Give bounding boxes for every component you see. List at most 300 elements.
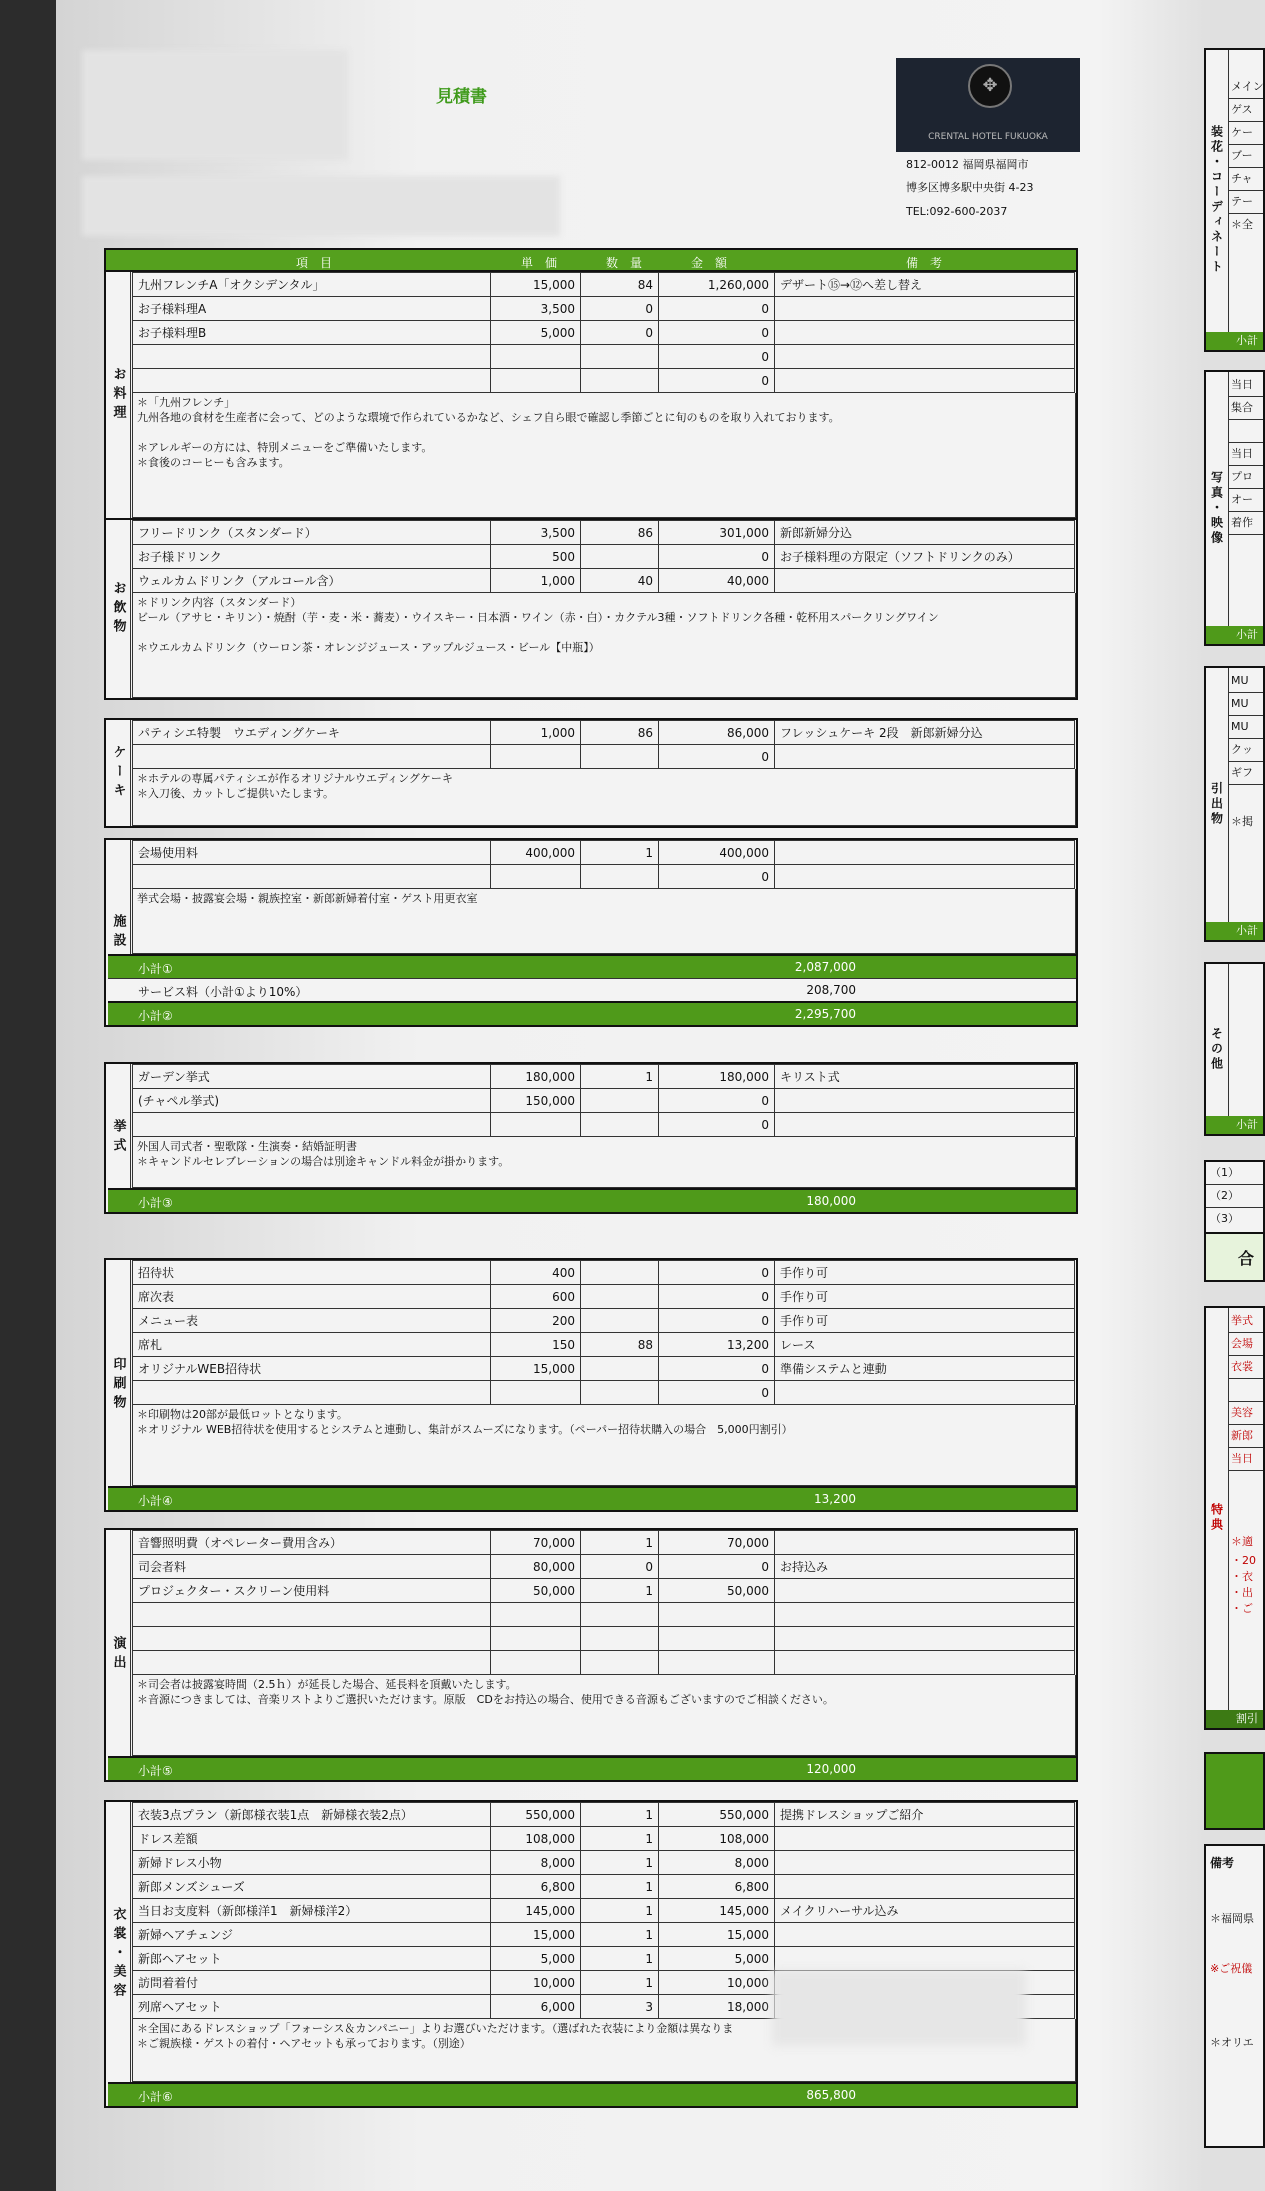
table-row xyxy=(133,745,1075,769)
table-row xyxy=(133,1803,1075,1827)
gift-note: ＊掲 xyxy=(1231,815,1253,828)
subtotal-row xyxy=(108,1188,1076,1212)
section-note xyxy=(132,1675,1076,1756)
remarks-cell xyxy=(775,1603,1075,1627)
remarks-line: ※ご祝儀 xyxy=(1210,1962,1253,1975)
gift-item: クッ xyxy=(1228,739,1263,762)
address-line: 博多区博多駅中央街 4-23 xyxy=(906,181,1034,194)
line-items-table xyxy=(132,840,1075,889)
note-line: 九州各地の食材を生産者に会って、どのような環境で作られているかなど、シェフ自ら眼で確認し季節ごとに旬のものを取り入れております。 xyxy=(137,411,840,424)
item-cell: オリジナルWEB招待状 xyxy=(133,1357,491,1381)
table-row xyxy=(133,1947,1075,1971)
section-4 xyxy=(104,1062,1078,1214)
unit-price-cell: 600 xyxy=(491,1285,581,1309)
unit-price-cell: 3,500 xyxy=(491,297,581,321)
unit-price-cell: 1,000 xyxy=(491,569,581,593)
unit-price-cell: 70,000 xyxy=(491,1531,581,1555)
remarks-line: ＊福岡県 xyxy=(1210,1912,1254,1925)
item-cell xyxy=(133,369,491,393)
unit-price-cell xyxy=(491,865,581,889)
remarks-cell: 手作り可 xyxy=(775,1261,1075,1285)
qty-cell xyxy=(581,1357,659,1381)
decor-item: ブー xyxy=(1228,145,1263,168)
qty-cell xyxy=(581,1089,659,1113)
table-row xyxy=(133,1089,1075,1113)
qty-cell: 1 xyxy=(581,841,659,865)
item-cell: ガーデン挙式 xyxy=(133,1065,491,1089)
amount-cell xyxy=(659,1651,775,1675)
unit-price-cell xyxy=(491,1381,581,1405)
unit-price-cell xyxy=(491,1603,581,1627)
table-row xyxy=(133,1851,1075,1875)
photo-item: 着作 xyxy=(1228,512,1263,535)
unit-price-cell: 500 xyxy=(491,545,581,569)
table-row xyxy=(133,1603,1075,1627)
decor-item: ケー xyxy=(1228,122,1263,145)
unit-price-cell: 200 xyxy=(491,1309,581,1333)
decor-panel xyxy=(1204,48,1265,352)
unit-price-cell: 8,000 xyxy=(491,1851,581,1875)
section-label-text: お飲物 xyxy=(110,580,126,638)
remarks-cell xyxy=(775,321,1075,345)
amount-cell: 0 xyxy=(659,321,775,345)
note-line: ＊ドリンク内容（スタンダード） xyxy=(137,596,302,609)
subtotal-label: 小計⑤ xyxy=(138,1764,173,1778)
qty-cell: 40 xyxy=(581,569,659,593)
section-label xyxy=(106,720,131,826)
special-note: ・出 xyxy=(1231,1586,1253,1599)
remarks-cell: 手作り可 xyxy=(775,1285,1075,1309)
table-header xyxy=(104,248,1078,272)
gift-item: MU xyxy=(1228,693,1263,716)
table-row xyxy=(133,1065,1075,1089)
photo-item xyxy=(1228,420,1263,443)
gift-item: MU xyxy=(1228,670,1263,693)
summary-item: （2） xyxy=(1206,1185,1263,1208)
unit-price-cell: 145,000 xyxy=(491,1899,581,1923)
note-line: ＊ご親族様・ゲストの着付・ヘアセットも承っております。（別途） xyxy=(137,2037,471,2050)
amount-cell: 0 xyxy=(659,345,775,369)
summary-item: （1） xyxy=(1206,1162,1263,1185)
special-note: ・衣 xyxy=(1231,1570,1253,1583)
qty-cell: 1 xyxy=(581,1803,659,1827)
amount-cell: 5,000 xyxy=(659,1947,775,1971)
item-cell: (チャペル挙式) xyxy=(133,1089,491,1113)
item-cell: 列席ヘアセット xyxy=(133,1995,491,2019)
remarks-cell: レース xyxy=(775,1333,1075,1357)
qty-cell: 1 xyxy=(581,1899,659,1923)
note-line: ＊印刷物は20部が最低ロットとなります。 xyxy=(137,1408,348,1421)
section-label xyxy=(106,520,131,698)
table-row xyxy=(133,369,1075,393)
unit-price-cell: 80,000 xyxy=(491,1555,581,1579)
phone-line: TEL:092-600-2037 xyxy=(906,205,1008,218)
item-cell: 新婦ドレス小物 xyxy=(133,1851,491,1875)
header-unit: 単 価 xyxy=(521,256,558,270)
qty-cell xyxy=(581,369,659,393)
header-item: 項 目 xyxy=(296,256,333,270)
remarks-cell xyxy=(775,297,1075,321)
summary-list xyxy=(1204,1160,1265,1234)
item-cell xyxy=(133,345,491,369)
remarks-label: 備考 xyxy=(1210,1856,1235,1870)
decor-item: ゲス xyxy=(1228,99,1263,122)
qty-cell xyxy=(581,865,659,889)
item-cell xyxy=(133,865,491,889)
note-line: ＊音源につきましては、音楽リストよりご選択いただけます。原版 CDをお持込の場合、使用できる音源もございますのでご相談ください。 xyxy=(137,1693,834,1706)
table-row xyxy=(133,569,1075,593)
remarks-cell: メイクリハーサル込み xyxy=(775,1899,1075,1923)
remarks-cell: お子様料理の方限定（ソフトドリンクのみ） xyxy=(775,545,1075,569)
note-line: ＊「九州フレンチ」 xyxy=(137,396,236,409)
line-items-table xyxy=(132,272,1075,393)
gift-item: MU xyxy=(1228,716,1263,739)
gift-subtotal: 小計 xyxy=(1206,922,1263,940)
amount-cell: 180,000 xyxy=(659,1065,775,1089)
photo-item: 当日 xyxy=(1228,443,1263,466)
note-line: ＊全国にあるドレスショップ「フォーシス＆カンパニー」よりお選びいただけます。（選ばれた衣装により金額は異なりま xyxy=(137,2022,734,2035)
service-charge-row xyxy=(108,978,1076,1001)
special-item: 新郎 xyxy=(1228,1425,1263,1448)
qty-cell: 1 xyxy=(581,1531,659,1555)
qty-cell: 84 xyxy=(581,273,659,297)
section-label-text: 衣裳・美容 xyxy=(110,1906,126,2002)
grand-total-label: 合 xyxy=(1238,1249,1255,1268)
table-row xyxy=(133,1381,1075,1405)
item-cell: お子様料理B xyxy=(133,321,491,345)
note-line: 挙式会場・披露宴会場・親族控室・新郎新婦着付室・ゲスト用更衣室 xyxy=(137,892,478,905)
special-item: 当日 xyxy=(1228,1448,1263,1471)
subtotal-row xyxy=(108,2082,1076,2106)
qty-cell: 1 xyxy=(581,1065,659,1089)
table-row xyxy=(133,1333,1075,1357)
item-cell: 司会者料 xyxy=(133,1555,491,1579)
special-item: 会場 xyxy=(1228,1333,1263,1356)
amount-cell: 0 xyxy=(659,1357,775,1381)
address-line: 812-0012 福岡県福岡市 xyxy=(906,158,1029,171)
amount-cell: 40,000 xyxy=(659,569,775,593)
decor-item: メイン xyxy=(1228,76,1263,99)
item-cell xyxy=(133,745,491,769)
special-label: 特典 xyxy=(1209,1503,1224,1533)
subtotal-row xyxy=(108,1486,1076,1510)
amount-cell: 50,000 xyxy=(659,1579,775,1603)
note-line: ＊ウエルカムドリンク（ウーロン茶・オレンジジュース・アップルジュース・ビール【中瓶】） xyxy=(137,641,600,654)
remarks-cell xyxy=(775,1531,1075,1555)
special-note: ＊適 xyxy=(1231,1535,1253,1548)
item-cell: 席札 xyxy=(133,1333,491,1357)
amount-cell: 10,000 xyxy=(659,1971,775,1995)
subtotal-amount: 2,087,000 xyxy=(794,960,856,974)
table-row xyxy=(133,1627,1075,1651)
photo-item: 当日 xyxy=(1228,374,1263,397)
remarks-cell xyxy=(775,1651,1075,1675)
remarks-cell: 新郎新婦分込 xyxy=(775,521,1075,545)
table-row xyxy=(133,1651,1075,1675)
qty-cell: 88 xyxy=(581,1333,659,1357)
item-cell: フリードリンク（スタンダード） xyxy=(133,521,491,545)
other-subtotal: 小計 xyxy=(1206,1116,1263,1134)
remarks-cell xyxy=(775,1923,1075,1947)
section-5 xyxy=(104,1258,1078,1512)
amount-cell: 0 xyxy=(659,1113,775,1137)
amount-cell: 18,000 xyxy=(659,1995,775,2019)
decor-subtotal: 小計 xyxy=(1206,332,1263,350)
section-note xyxy=(132,393,1076,518)
quote-page xyxy=(56,0,1264,2191)
table-row xyxy=(133,1285,1075,1309)
unit-price-cell: 180,000 xyxy=(491,1065,581,1089)
item-cell: 九州フレンチA「オクシデンタル」 xyxy=(133,273,491,297)
amount-cell: 6,800 xyxy=(659,1875,775,1899)
unit-price-cell: 15,000 xyxy=(491,273,581,297)
note-line: ＊入刀後、カットしご提供いたします。 xyxy=(137,787,335,800)
remarks-cell xyxy=(775,1089,1075,1113)
amount-cell: 400,000 xyxy=(659,841,775,865)
special-item: 衣裳 xyxy=(1228,1356,1263,1379)
amount-cell: 0 xyxy=(659,1285,775,1309)
net-total-bar xyxy=(1204,1752,1265,1830)
section-label xyxy=(106,1802,131,2106)
qty-cell: 1 xyxy=(581,1827,659,1851)
item-cell xyxy=(133,1381,491,1405)
note-line: ＊オリジナル WEB招待状を使用するとシステムと連動し、集計がスムーズになります。（ペーパー招待状購入の場合 5,000円割引） xyxy=(137,1423,793,1436)
table-row xyxy=(133,1555,1075,1579)
item-cell xyxy=(133,1627,491,1651)
section-note xyxy=(132,593,1076,698)
remarks-line: ＊オリエ xyxy=(1210,2036,1254,2049)
header-qty: 数 量 xyxy=(606,256,643,270)
header-remarks: 備 考 xyxy=(906,256,943,270)
photo-label: 写真・映像 xyxy=(1209,470,1224,546)
table-row xyxy=(133,721,1075,745)
amount-cell xyxy=(659,1627,775,1651)
item-cell: 訪問着着付 xyxy=(133,1971,491,1995)
line-items-table xyxy=(132,520,1075,593)
remarks-cell: 準備システムと連動 xyxy=(775,1357,1075,1381)
section-label-text: 挙式 xyxy=(110,1119,126,1157)
section-3 xyxy=(104,838,1078,1027)
qty-cell: 0 xyxy=(581,321,659,345)
section-label xyxy=(106,1260,131,1510)
subtotal-label: 小計⑥ xyxy=(138,2090,173,2104)
unit-price-cell: 150,000 xyxy=(491,1089,581,1113)
amount-cell: 0 xyxy=(659,1089,775,1113)
item-cell: 新郎メンズシューズ xyxy=(133,1875,491,1899)
special-panel xyxy=(1204,1306,1265,1730)
remarks-cell xyxy=(775,1827,1075,1851)
note-line: ビール（アサヒ・キリン）・焼酎（芋・麦・米・蕎麦）・ウイスキー・日本酒・ワイン（赤・白）・カクテル3種・ソフトドリンク各種・乾杯用スパークリングワイン xyxy=(137,611,939,624)
table-row xyxy=(133,345,1075,369)
other-panel xyxy=(1204,962,1265,1136)
table-row xyxy=(133,273,1075,297)
note-line: ＊食後のコーヒーも含みます。 xyxy=(137,456,290,469)
qty-cell: 1 xyxy=(581,1923,659,1947)
note-line: ＊ホテルの専属パティシエが作るオリジナルウエディングケーキ xyxy=(137,772,453,785)
gift-panel xyxy=(1204,666,1265,942)
amount-cell: 145,000 xyxy=(659,1899,775,1923)
note-line xyxy=(137,425,1071,440)
remarks-cell xyxy=(775,1627,1075,1651)
qty-cell: 0 xyxy=(581,1555,659,1579)
section-0 xyxy=(104,270,1078,520)
photo-subtotal: 小計 xyxy=(1206,626,1263,644)
section-note xyxy=(132,889,1076,954)
section-6 xyxy=(104,1528,1078,1782)
qty-cell: 86 xyxy=(581,521,659,545)
other-label: その他 xyxy=(1209,1026,1224,1072)
subtotal-row xyxy=(108,1756,1076,1780)
document-title: 見積書 xyxy=(436,87,487,107)
unit-price-cell: 5,000 xyxy=(491,1947,581,1971)
section-note xyxy=(132,1405,1076,1486)
item-cell: 当日お支度料（新郎様洋1 新婦様洋2） xyxy=(133,1899,491,1923)
table-row xyxy=(133,1261,1075,1285)
unit-price-cell: 15,000 xyxy=(491,1923,581,1947)
table-row xyxy=(133,1923,1075,1947)
subtotal-label: 小計① xyxy=(138,962,173,976)
qty-cell xyxy=(581,1113,659,1137)
gift-label: 引出物 xyxy=(1209,781,1224,827)
photo-item: 集合 xyxy=(1228,397,1263,420)
qty-cell: 1 xyxy=(581,1875,659,1899)
unit-price-cell xyxy=(491,369,581,393)
table-row xyxy=(133,1579,1075,1603)
table-row xyxy=(133,865,1075,889)
amount-cell: 0 xyxy=(659,865,775,889)
subtotal-label: 小計② xyxy=(138,1009,173,1023)
table-row xyxy=(133,321,1075,345)
item-cell: ドレス差額 xyxy=(133,1827,491,1851)
qty-cell: 1 xyxy=(581,1851,659,1875)
unit-price-cell xyxy=(491,1651,581,1675)
logo-text: CRENTAL HOTEL FUKUOKA xyxy=(928,132,1048,142)
amount-cell: 0 xyxy=(659,1381,775,1405)
amount-cell: 0 xyxy=(659,369,775,393)
subtotal-amount: 865,800 xyxy=(806,2088,856,2102)
redacted-block xyxy=(82,50,348,160)
hotel-logo xyxy=(896,58,1080,152)
subtotal-label: 小計③ xyxy=(138,1196,173,1210)
qty-cell xyxy=(581,1309,659,1333)
unit-price-cell xyxy=(491,345,581,369)
unit-price-cell: 6,000 xyxy=(491,1995,581,2019)
remarks-cell xyxy=(775,369,1075,393)
amount-cell: 0 xyxy=(659,1309,775,1333)
subtotal-amount: 180,000 xyxy=(806,1194,856,1208)
qty-cell: 1 xyxy=(581,1947,659,1971)
qty-cell xyxy=(581,1261,659,1285)
unit-price-cell xyxy=(491,1627,581,1651)
note-line: ＊司会者は披露宴時間（2.5ｈ）が延長した場合、延長料を頂戴いたします。 xyxy=(137,1678,517,1691)
item-cell: お子様料理A xyxy=(133,297,491,321)
note-line xyxy=(137,625,1071,640)
section-label-text: 演出 xyxy=(110,1636,126,1674)
item-cell: 衣装3点プラン（新郎様衣装1点 新婦様衣装2点） xyxy=(133,1803,491,1827)
remarks-cell xyxy=(775,1875,1075,1899)
unit-price-cell xyxy=(491,745,581,769)
qty-cell xyxy=(581,1285,659,1309)
qty-cell xyxy=(581,345,659,369)
subtotal-row xyxy=(108,954,1076,978)
qty-cell xyxy=(581,1381,659,1405)
logo-emblem-icon: ✥ xyxy=(968,64,1012,108)
unit-price-cell: 5,000 xyxy=(491,321,581,345)
section-label-text: ケーキ xyxy=(110,744,126,802)
remarks-cell: 提携ドレスショップご紹介 xyxy=(775,1803,1075,1827)
unit-price-cell: 400 xyxy=(491,1261,581,1285)
section-2 xyxy=(104,718,1078,828)
amount-cell: 0 xyxy=(659,1555,775,1579)
qty-cell: 1 xyxy=(581,1579,659,1603)
unit-price-cell: 50,000 xyxy=(491,1579,581,1603)
item-cell: 招待状 xyxy=(133,1261,491,1285)
remarks-panel xyxy=(1204,1844,1265,2148)
item-cell: メニュー表 xyxy=(133,1309,491,1333)
amount-cell: 86,000 xyxy=(659,721,775,745)
remarks-cell xyxy=(775,569,1075,593)
special-note: ・20 xyxy=(1231,1554,1256,1567)
amount-cell: 1,260,000 xyxy=(659,273,775,297)
item-cell xyxy=(133,1651,491,1675)
section-label-text: 印刷物 xyxy=(110,1356,126,1414)
line-items-table xyxy=(132,720,1075,769)
remarks-cell: フレッシュケーキ 2段 新郎新婦分込 xyxy=(775,721,1075,745)
qty-cell xyxy=(581,545,659,569)
section-7 xyxy=(104,1800,1078,2108)
qty-cell: 3 xyxy=(581,1995,659,2019)
table-row xyxy=(133,1113,1075,1137)
remarks-cell xyxy=(775,865,1075,889)
header-amount: 金 額 xyxy=(691,256,728,270)
decor-item: テー xyxy=(1228,191,1263,214)
line-items-table xyxy=(132,1064,1075,1137)
item-cell: 新郎ヘアセット xyxy=(133,1947,491,1971)
amount-cell: 70,000 xyxy=(659,1531,775,1555)
unit-price-cell: 3,500 xyxy=(491,521,581,545)
item-cell: 新婦ヘアチェンジ xyxy=(133,1923,491,1947)
amount-cell: 0 xyxy=(659,545,775,569)
amount-cell: 0 xyxy=(659,745,775,769)
qty-cell: 1 xyxy=(581,1971,659,1995)
remarks-cell xyxy=(775,345,1075,369)
amount-cell: 550,000 xyxy=(659,1803,775,1827)
unit-price-cell: 1,000 xyxy=(491,721,581,745)
subtotal-row xyxy=(108,1001,1076,1025)
table-row xyxy=(133,1309,1075,1333)
amount-cell xyxy=(659,1603,775,1627)
item-cell: お子様ドリンク xyxy=(133,545,491,569)
table-row xyxy=(133,1357,1075,1381)
photo-item: プロ xyxy=(1228,466,1263,489)
remarks-cell xyxy=(775,1579,1075,1603)
qty-cell xyxy=(581,745,659,769)
unit-price-cell: 550,000 xyxy=(491,1803,581,1827)
item-cell: ウェルカムドリンク（アルコール含） xyxy=(133,569,491,593)
item-cell: 席次表 xyxy=(133,1285,491,1309)
decor-label: 装花・コーディネート xyxy=(1209,125,1224,275)
unit-price-cell: 15,000 xyxy=(491,1357,581,1381)
amount-cell: 0 xyxy=(659,1261,775,1285)
note-line: ＊アレルギーの方には、特別メニューをご準備いたします。 xyxy=(137,441,433,454)
remarks-cell: お持込み xyxy=(775,1555,1075,1579)
summary-item: （3） xyxy=(1210,1212,1239,1225)
section-label-text: お料理 xyxy=(110,366,126,424)
unit-price-cell: 400,000 xyxy=(491,841,581,865)
subtotal-label: サービス料（小計①より10%） xyxy=(138,985,308,999)
qty-cell xyxy=(581,1627,659,1651)
amount-cell: 13,200 xyxy=(659,1333,775,1357)
